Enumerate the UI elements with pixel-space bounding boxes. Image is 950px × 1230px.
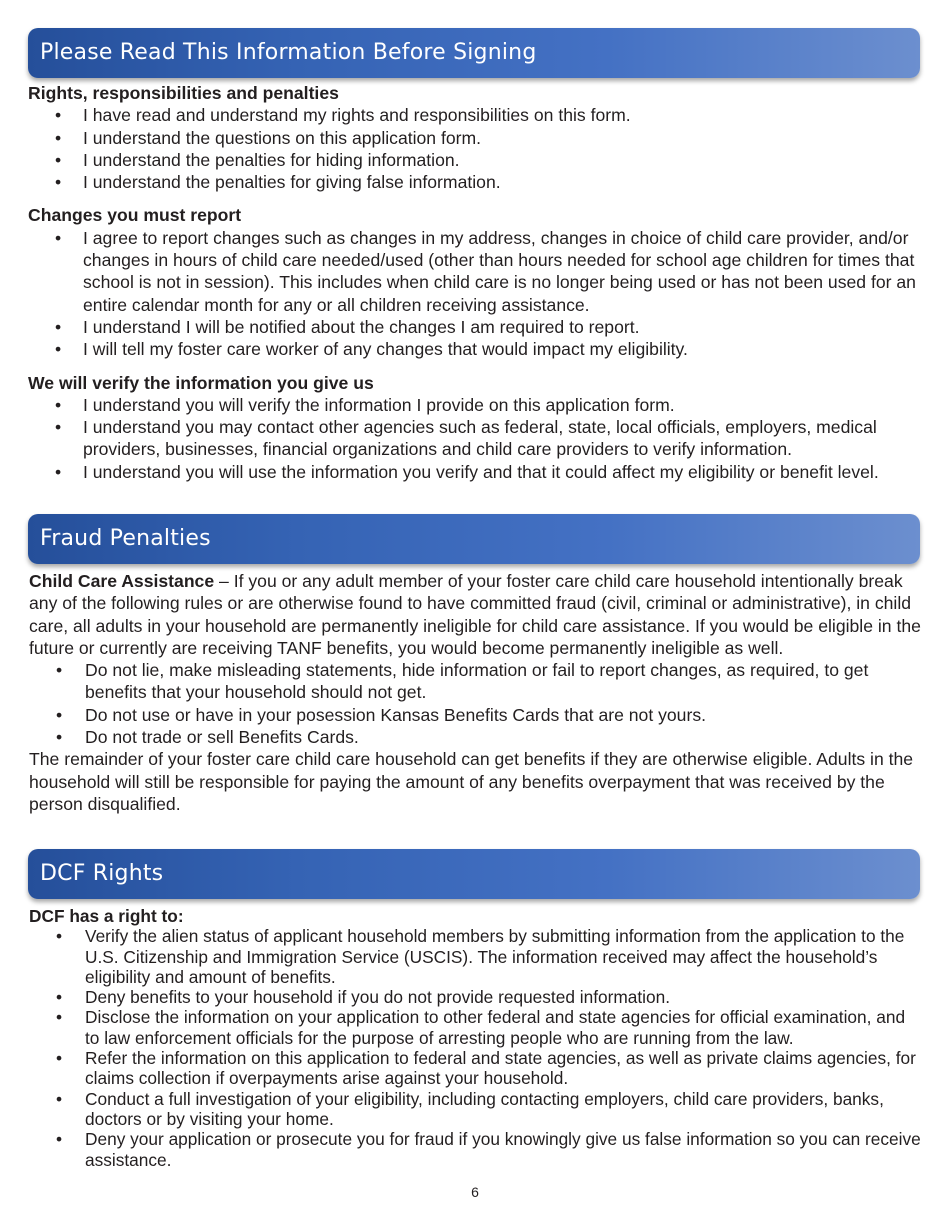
list-item: • I understand you may contact other agencies such as federal, state, local officials, employers, medical providers, businesses, financial organizations and child care providers to verify information. [28,416,922,461]
rights-heading: Rights, responsibilities and penalties [28,83,339,103]
changes-heading: Changes you must report [28,205,242,226]
fraud-penalties-section [29,570,923,815]
dcf-rights-list [29,926,923,1170]
fraud-intro [29,570,923,659]
list-item: • Do not lie, make misleading statements, hide information or fail to report changes, as required, to get benefits that your household should not get. [29,659,923,704]
list-item: • Deny benefits to your household if you do not provide requested information. [29,987,923,1007]
fraud-closing: The remainder of your foster care child care household can get benefits if they are otherwise eligible. Adults in the household will still be responsible for paying the amount of any benefits overpayment that was received by the person disqualified. [29,749,914,814]
verify-heading: We will verify the information you give us [28,372,374,393]
page-number: 6 [471,1184,479,1200]
list-item: • Conduct a full investigation of your eligibility, including contacting employers, child care providers, banks, doctors or by visiting your home. [29,1089,923,1130]
list-item: • I have read and understand my rights and responsibilities on this form. [28,104,922,126]
list-item: • I will tell my foster care worker of any changes that would impact my eligibility. [28,338,922,360]
section-title: DCF Rights [40,861,164,886]
rights-list [28,104,922,193]
list-item: • I understand the penalties for hiding information. [28,149,922,171]
list-item: • Refer the information on this application to federal and state agencies, as well as private claims agencies, for claims collection if overpayments arise against your household. [29,1048,923,1089]
changes-list [28,227,922,361]
fraud-rules-list [29,659,923,748]
section-banner-dcf-rights [28,849,920,899]
list-item: • I understand I will be notified about the changes I am required to report. [28,316,922,338]
list-item: • I agree to report changes such as changes in my address, changes in choice of child care provider, and/or changes in hours of child care needed/used (other than hours needed for school age children for times that school is not in session). This includes when child care is no longer being used or has not been used for an entire calendar month for any or all children receiving assistance. [28,227,922,316]
list-item: • I understand the questions on this application form. [28,127,922,149]
list-item: • I understand you will use the information you verify and that it could affect my eligibility or benefit level. [28,461,922,483]
section-title: Please Read This Information Before Signing [40,40,537,65]
list-item: • Do not trade or sell Benefits Cards. [29,726,923,748]
dcf-rights-section [29,906,923,1170]
fraud-intro-text: – If you or any adult member of your foster care child care household intentionally break any of the following rules or are otherwise found to have committed fraud (civil, criminal or administrative), in child care, all adults in your household are permanently ineligible for child care assistance. If you would be eligible in the future or currently are receiving TANF benefits, you would become permanently ineligible as well. [29,571,921,658]
verify-list [28,394,922,483]
list-item: • I understand the penalties for giving false information. [28,171,922,193]
section-banner-read-before-signing [28,28,920,78]
list-item: • I understand you will verify the information I provide on this application form. [28,394,922,416]
fraud-intro-bold: Child Care Assistance [29,571,215,591]
dcf-rights-heading: DCF has a right to: [29,906,184,926]
read-before-signing-section [28,82,922,483]
list-item: • Deny your application or prosecute you for fraud if you knowingly give us false information so you can receive assistance. [29,1129,923,1170]
section-title: Fraud Penalties [40,526,211,551]
list-item: • Verify the alien status of applicant household members by submitting information from the application to the U.S. Citizenship and Immigration Service (USCIS). The information received may affect the household’s eligibility and amount of benefits. [29,926,923,987]
list-item: • Disclose the information on your application to other federal and state agencies for official examination, and to law enforcement officials for the purpose of arresting people who are running from the law. [29,1007,923,1048]
section-banner-fraud-penalties [28,514,920,564]
list-item: • Do not use or have in your posession Kansas Benefits Cards that are not yours. [29,704,923,726]
